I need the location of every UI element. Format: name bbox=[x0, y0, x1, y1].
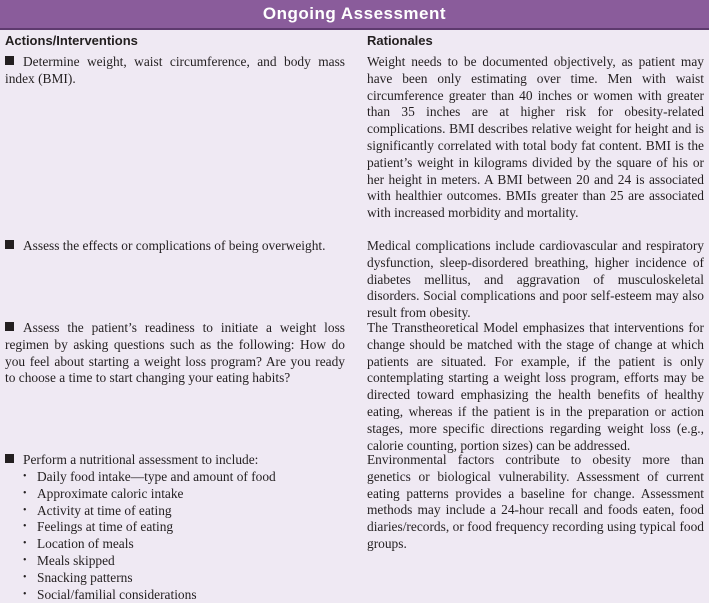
dot-bullet-icon: • bbox=[23, 554, 27, 566]
sub-item: • Approximate caloric intake bbox=[23, 485, 184, 501]
action-item bbox=[5, 238, 345, 255]
rationale-text: Weight needs to be documented objectively, as patient may have been only estimating over time. Men with waist circumference greater than 40 inches or women with greater than 35 inches are at higher risk for obesity-related complications. BMI describes relative weight for height and is significantly correlated with total body fat content. BMI is the patient’s weight in kilograms divided by the square of his or her height in meters. A BMI between 20 and 24 is associated with healthier outcomes. BMIs greater than 25 are associated with increased morbidity and mortality. bbox=[367, 54, 704, 221]
action-text: Assess the patient’s readiness to initiate a weight loss regimen by asking questions such as the following: How do you feel about starting a weight loss program? Are you ready to choose a time to start changing your eating habits? bbox=[5, 320, 345, 386]
rationale-text: The Transtheoretical Model emphasizes that interventions for change should be matched with the stage of change at which patients are situated. For example, if the patient is only contemplating starting a weight loss program, efforts may be directed toward emphasizing the health benefits of healthy eating, whereas if the patient is in the preparation or action stages, more specific directions regarding weight loss (e.g., calorie counting, portion sizes) can be addressed. bbox=[367, 320, 704, 453]
dot-bullet-icon: • bbox=[23, 521, 27, 533]
section-banner bbox=[0, 0, 709, 30]
sub-item: • Snacking patterns bbox=[23, 569, 133, 585]
dot-bullet-icon: • bbox=[23, 588, 27, 600]
square-bullet-icon bbox=[5, 454, 14, 463]
rationale-text: Medical complications include cardiovascular and respiratory dysfunction, sleep-disordered breathing, higher incidence of diabetes mellitus, and aggravation of musculoskeletal disorders. Social complications and poor self-esteem may also result from obesity. bbox=[367, 238, 704, 321]
sub-item: • Social/familial considerations bbox=[23, 586, 197, 602]
actions-column-header: Actions/Interventions bbox=[5, 33, 138, 48]
dot-bullet-icon: • bbox=[23, 571, 27, 583]
rationale-text: Environmental factors contribute to obesity more than genetics or biological vulnerability. Assessment of current eating patterns provides a baseline for change. Assessment methods may include a 24-hour recall and foods eaten, food diaries/records, or food frequency recording using typical food groups. bbox=[367, 452, 704, 551]
sub-item: • Activity at time of eating bbox=[23, 502, 172, 518]
dot-bullet-icon: • bbox=[23, 487, 27, 499]
action-item bbox=[5, 320, 345, 387]
sub-item: • Location of meals bbox=[23, 536, 134, 552]
action-text: Determine weight, waist circumference, and body mass index (BMI). bbox=[5, 54, 345, 86]
action-item bbox=[5, 452, 345, 469]
action-item bbox=[5, 54, 345, 88]
sub-item-list bbox=[5, 469, 345, 603]
action-text: Perform a nutritional assessment to include: bbox=[23, 452, 259, 467]
square-bullet-icon bbox=[5, 322, 14, 331]
dot-bullet-icon: • bbox=[23, 504, 27, 516]
dot-bullet-icon: • bbox=[23, 538, 27, 550]
sub-item-list-wrapper bbox=[5, 469, 345, 603]
section-title: Ongoing Assessment bbox=[262, 4, 447, 23]
action-text: Assess the effects or complications of being overweight. bbox=[23, 238, 326, 253]
sub-item: • Daily food intake—type and amount of food bbox=[23, 469, 276, 484]
rationales-column-header: Rationales bbox=[367, 33, 433, 48]
sub-item: • Feelings at time of eating bbox=[23, 519, 174, 535]
sub-item: • Meals skipped bbox=[23, 552, 115, 568]
dot-bullet-icon: • bbox=[23, 471, 27, 482]
square-bullet-icon bbox=[5, 56, 14, 65]
square-bullet-icon bbox=[5, 240, 14, 249]
